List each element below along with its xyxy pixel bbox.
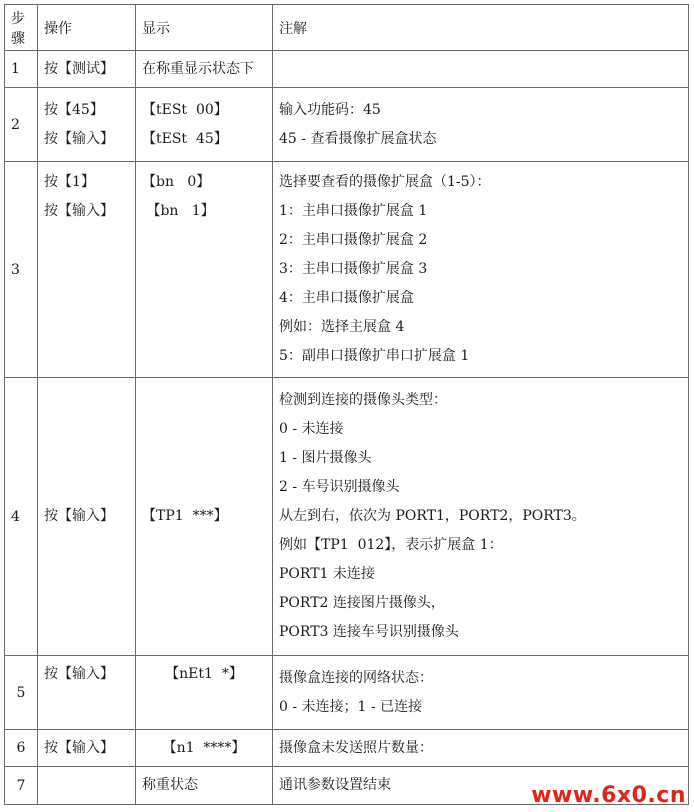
note-cell: 检测到连接的摄像头类型： 0 - 未连接 1 - 图片摄像头 2 - 车号识别摄像头 从左到右，依次为 PORT1，PORT2，PORT3。 例如【TP1 012】，表示扩展盒 1： PORT1 未连接 PORT2 连接图片摄像头， PORT3 连接车号识别摄像头	[273, 378, 689, 656]
operation-cell: 按【输入】	[38, 656, 136, 730]
step-cell: 1	[5, 51, 38, 88]
display-cell: 【TP1 ***】	[136, 378, 273, 656]
procedure-table	[4, 4, 689, 805]
header-step: 步骤	[5, 5, 38, 51]
step-cell: 5	[5, 656, 38, 730]
table-row	[5, 378, 689, 656]
step-cell: 3	[5, 162, 38, 378]
operation-cell: 按【输入】	[38, 378, 136, 656]
note-cell: 摄像盒连接的网络状态： 0 - 未连接；1 - 已连接	[273, 656, 689, 730]
step-cell: 6	[5, 730, 38, 767]
table-row	[5, 730, 689, 767]
note-cell: 选择要查看的摄像扩展盒（1-5）： 1：主串口摄像扩展盒 1 2：主串口摄像扩展盒 2 3：主串口摄像扩展盒 3 4：主串口摄像扩展盒 例如：选择主展盒 4 5：副串口摄像扩串口扩展盒 1	[273, 162, 689, 378]
table-row	[5, 88, 689, 162]
watermark: www.6x0.cn	[531, 783, 686, 808]
step-cell: 2	[5, 88, 38, 162]
step-cell: 4	[5, 378, 38, 656]
note-cell: 摄像盒未发送照片数量：	[273, 730, 689, 767]
step-cell: 7	[5, 767, 38, 805]
header-display: 显示	[136, 5, 273, 51]
display-cell: 【bn 0】 【bn 1】	[136, 162, 273, 378]
operation-cell: 按【45】 按【输入】	[38, 88, 136, 162]
display-cell: 【tESt 00】 【tESt 45】	[136, 88, 273, 162]
operation-cell	[38, 767, 136, 805]
header-row	[5, 5, 689, 51]
note-cell: 通讯参数设置结束	[273, 767, 689, 805]
display-cell: 称重状态	[136, 767, 273, 805]
note-cell	[273, 51, 689, 88]
operation-cell: 按【测试】	[38, 51, 136, 88]
operation-cell: 按【输入】	[38, 730, 136, 767]
display-cell: 【nEt1 *】	[136, 656, 273, 730]
note-cell: 输入功能码：45 45 - 查看摄像扩展盒状态	[273, 88, 689, 162]
table-row	[5, 51, 689, 88]
display-cell: 在称重显示状态下	[136, 51, 273, 88]
table-row	[5, 162, 689, 378]
display-cell: 【n1 ****】	[136, 730, 273, 767]
header-note: 注解	[273, 5, 689, 51]
header-operation: 操作	[38, 5, 136, 51]
operation-cell: 按【1】 按【输入】	[38, 162, 136, 378]
table-row	[5, 656, 689, 730]
